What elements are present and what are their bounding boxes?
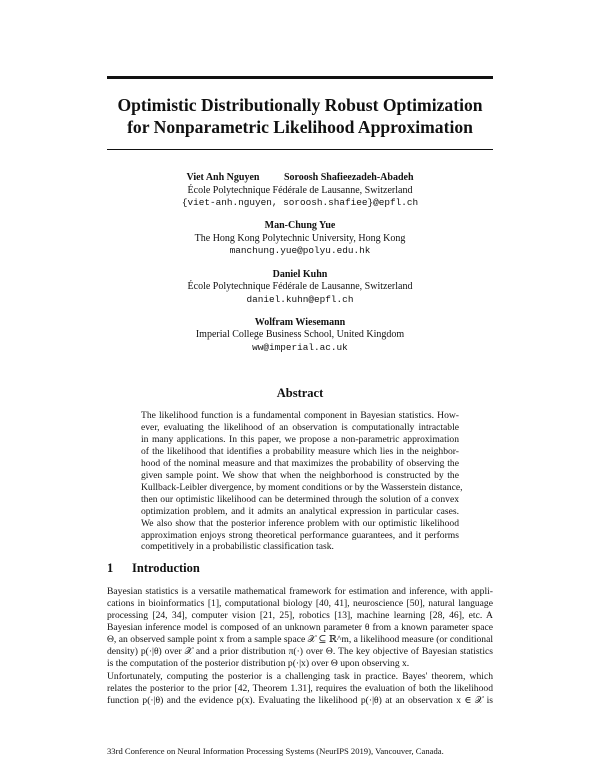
author-email: daniel.kuhn@epfl.ch	[246, 293, 354, 305]
text-line: density) p(·|θ) over 𝒳 and a prior distribution π(·) over Θ. The key objective of Bayesian statistics	[107, 645, 493, 657]
author-name: Daniel Kuhn	[272, 268, 328, 280]
section-number: 1	[107, 561, 114, 575]
author-name: Soroosh Shafieezadeh-Abadeh	[283, 172, 414, 183]
page-footer: 33rd Conference on Neural Information Processing Systems (NeurIPS 2019), Vancouver, Canada.	[107, 746, 444, 756]
author-affiliation: École Polytechnique Fédérale de Lausanne, Switzerland	[187, 281, 413, 293]
paper-title-line2: for Nonparametric Likelihood Approximation	[127, 117, 473, 137]
text-line: ever, evaluating the likelihood of an observation is computationally intractable	[141, 421, 459, 433]
author-email: ww@imperial.ac.uk	[252, 342, 348, 354]
text-line: The likelihood function is a fundamental component in Bayesian statistics. How-	[141, 410, 459, 421]
text-line: of the likelihood that identifies a probability measure which lies in the neighbor-	[141, 445, 459, 457]
text-line: relates the posterior to the prior [42, Theorem 1.31], requires the evaluation of both the likelihood	[107, 682, 493, 694]
intro-paragraph-1	[107, 586, 493, 670]
author-email: {viet-anh.nguyen, soroosh.shafiee}@epfl.ch	[181, 197, 419, 209]
text-line: function p(·|θ) and the evidence p(x). Evaluating the likelihood p(·|θ) at an observation x ∈ 𝒳 is	[107, 694, 493, 706]
text-line: cations in bioinformatics [1], computational biology [40, 41], neuroscience [50], natural language	[107, 597, 493, 609]
text-line: approximation enjoys strong theoretical performance guarantees, and it performs	[141, 529, 459, 541]
author-affiliation: École Polytechnique Fédérale de Lausanne, Switzerland	[187, 184, 413, 196]
text-line: We also show that the posterior inference problem with our optimistic likelihood	[141, 517, 459, 529]
title-top-rule	[107, 76, 493, 79]
author-name: Wolfram Wiesemann	[254, 316, 346, 328]
author-block	[0, 172, 600, 365]
intro-paragraph-2	[107, 671, 493, 707]
text-line: Unfortunately, computing the posterior is a challenging task in practice. Bayes' theorem, which	[107, 671, 493, 682]
text-line: competitively in a probabilistic classification task.	[141, 541, 334, 553]
text-line: is the computation of the posterior distribution p(·|x) over Θ upon observing x.	[107, 657, 410, 669]
author-affiliation: Imperial College Business School, United Kingdom	[195, 329, 405, 341]
text-line: Kullback-Leibler divergence, by moment conditions or by the Wasserstein distance,	[141, 481, 463, 493]
paper-title-line1: Optimistic Distributionally Robust Optimization	[117, 95, 483, 115]
author-affiliation: The Hong Kong Polytechnic University, Hong Kong	[194, 232, 406, 244]
abstract-body	[141, 410, 463, 553]
author-email: manchung.yue@polyu.edu.hk	[229, 245, 371, 257]
text-line: Bayesian inference model is composed of an unknown parameter θ from a known parameter space	[107, 621, 493, 633]
author-name: Viet Anh Nguyen	[186, 172, 260, 183]
text-line: in many applications. In this paper, we propose a non-parametric approximation	[141, 433, 459, 445]
text-line: given sample point. We show that when the neighborhood is constructed by the	[141, 469, 459, 481]
abstract-heading: Abstract	[276, 386, 324, 400]
section-heading	[107, 561, 200, 576]
title-bottom-rule	[107, 149, 493, 150]
text-line: then our optimistic likelihood can be determined through the solution of a convex	[141, 493, 459, 505]
author-name: Man-Chung Yue	[264, 220, 336, 232]
text-line: Bayesian statistics is a versatile mathematical framework for estimation and inference, with appli-	[107, 586, 493, 597]
text-line: optimization problem, and it admits an analytical expression in particular cases.	[141, 505, 459, 517]
text-line: processing [24, 34], computer vision [21, 25], robotics [13], machine learning [28, 46], etc. A	[107, 609, 493, 621]
text-line: hood of the nominal measure and that maximizes the probability of observing the	[141, 457, 459, 469]
section-title: Introduction	[132, 561, 200, 575]
text-line: Θ, an observed sample point x from a sample space 𝒳 ⊆ ℝ^m, a likelihood measure (or conditional	[107, 633, 493, 645]
